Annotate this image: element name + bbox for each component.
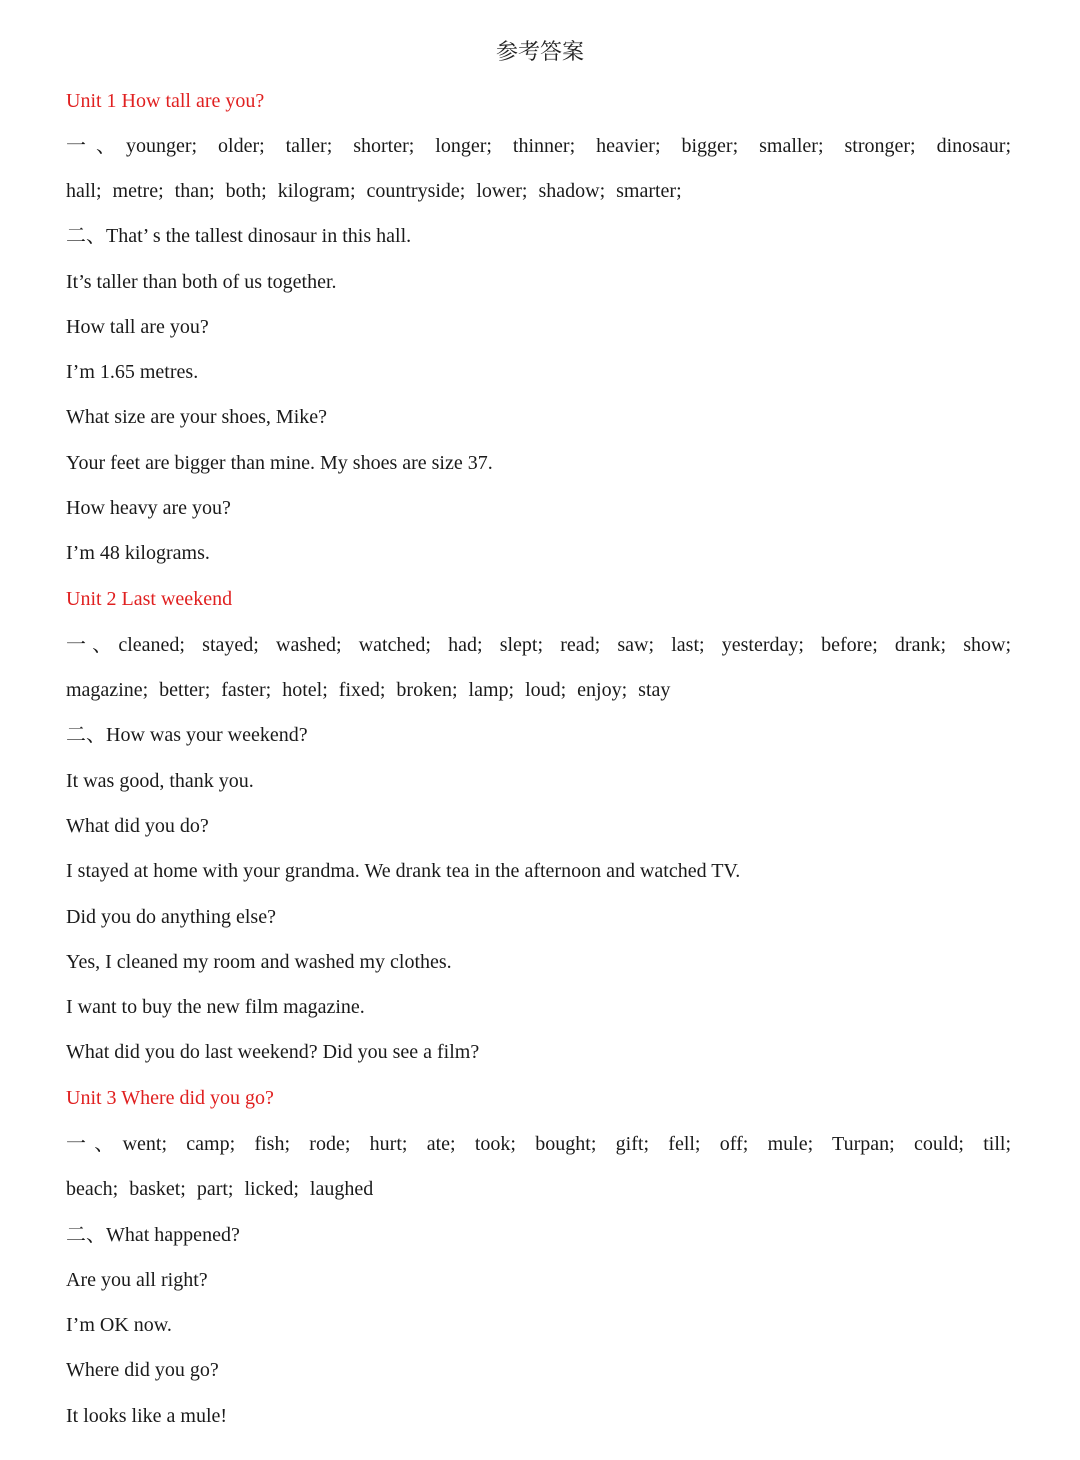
unit-2-sentence: Yes, I cleaned my room and washed my clothes. bbox=[66, 951, 452, 973]
unit-1-sentence: I’m 1.65 metres. bbox=[66, 361, 199, 383]
unit-2-vocab-line-2: magazine; better; faster; hotel; fixed; broken; lamp; loud; enjoy; stay bbox=[66, 679, 671, 701]
unit-2-sentence: 二、How was your weekend? bbox=[66, 724, 308, 746]
unit-3-heading: Unit 3 Where did you go? bbox=[66, 1087, 274, 1109]
unit-2-vocab-line-1: 一、cleaned; stayed; washed; watched; had; slept; read; saw; last; yesterday; before; drank; show; bbox=[66, 634, 1011, 656]
unit-1-sentence: Your feet are bigger than mine. My shoes are size 37. bbox=[66, 452, 493, 474]
unit-2-heading: Unit 2 Last weekend bbox=[66, 588, 233, 610]
unit-2-sentence: Did you do anything else? bbox=[66, 906, 276, 928]
unit-1-sentence: How heavy are you? bbox=[66, 497, 231, 519]
unit-2-sentence: I want to buy the new film magazine. bbox=[66, 996, 365, 1018]
unit-1-sentence: I’m 48 kilograms. bbox=[66, 542, 210, 564]
unit-3-sentence: Where did you go? bbox=[66, 1359, 219, 1381]
unit-3-sentence: Are you all right? bbox=[66, 1269, 208, 1291]
unit-3-sentence: 二、What happened? bbox=[66, 1224, 240, 1246]
page-title: 参考答案 bbox=[495, 40, 584, 65]
unit-1-vocab-line-1: 一、younger; older; taller; shorter; longer; thinner; heavier; bigger; smaller; stronger; dinosaur; bbox=[66, 135, 1011, 157]
unit-1-heading: Unit 1 How tall are you? bbox=[66, 90, 265, 112]
unit-1-sentence: 二、That’ s the tallest dinosaur in this hall. bbox=[66, 225, 412, 247]
unit-3-vocab-line-1: 一、went; camp; fish; rode; hurt; ate; took; bought; gift; fell; off; mule; Turpan; could; till; bbox=[66, 1133, 1011, 1155]
unit-1-sentence: It’s taller than both of us together. bbox=[66, 271, 337, 293]
unit-2-sentence: What did you do last weekend? Did you see a film? bbox=[66, 1041, 480, 1063]
unit-2-sentence: It was good, thank you. bbox=[66, 770, 254, 792]
unit-3-vocab-line-2: beach; basket; part; licked; laughed bbox=[66, 1178, 374, 1200]
unit-2-sentence: I stayed at home with your grandma. We drank tea in the afternoon and watched TV. bbox=[66, 860, 741, 882]
unit-1-sentence: How tall are you? bbox=[66, 316, 209, 338]
unit-3-sentence: I’m OK now. bbox=[66, 1314, 172, 1336]
unit-3-sentence: It looks like a mule! bbox=[66, 1405, 228, 1427]
unit-1-vocab-line-2: hall; metre; than; both; kilogram; countryside; lower; shadow; smarter; bbox=[66, 180, 682, 202]
unit-2-sentence: What did you do? bbox=[66, 815, 209, 837]
unit-1-sentence: What size are your shoes, Mike? bbox=[66, 406, 328, 428]
